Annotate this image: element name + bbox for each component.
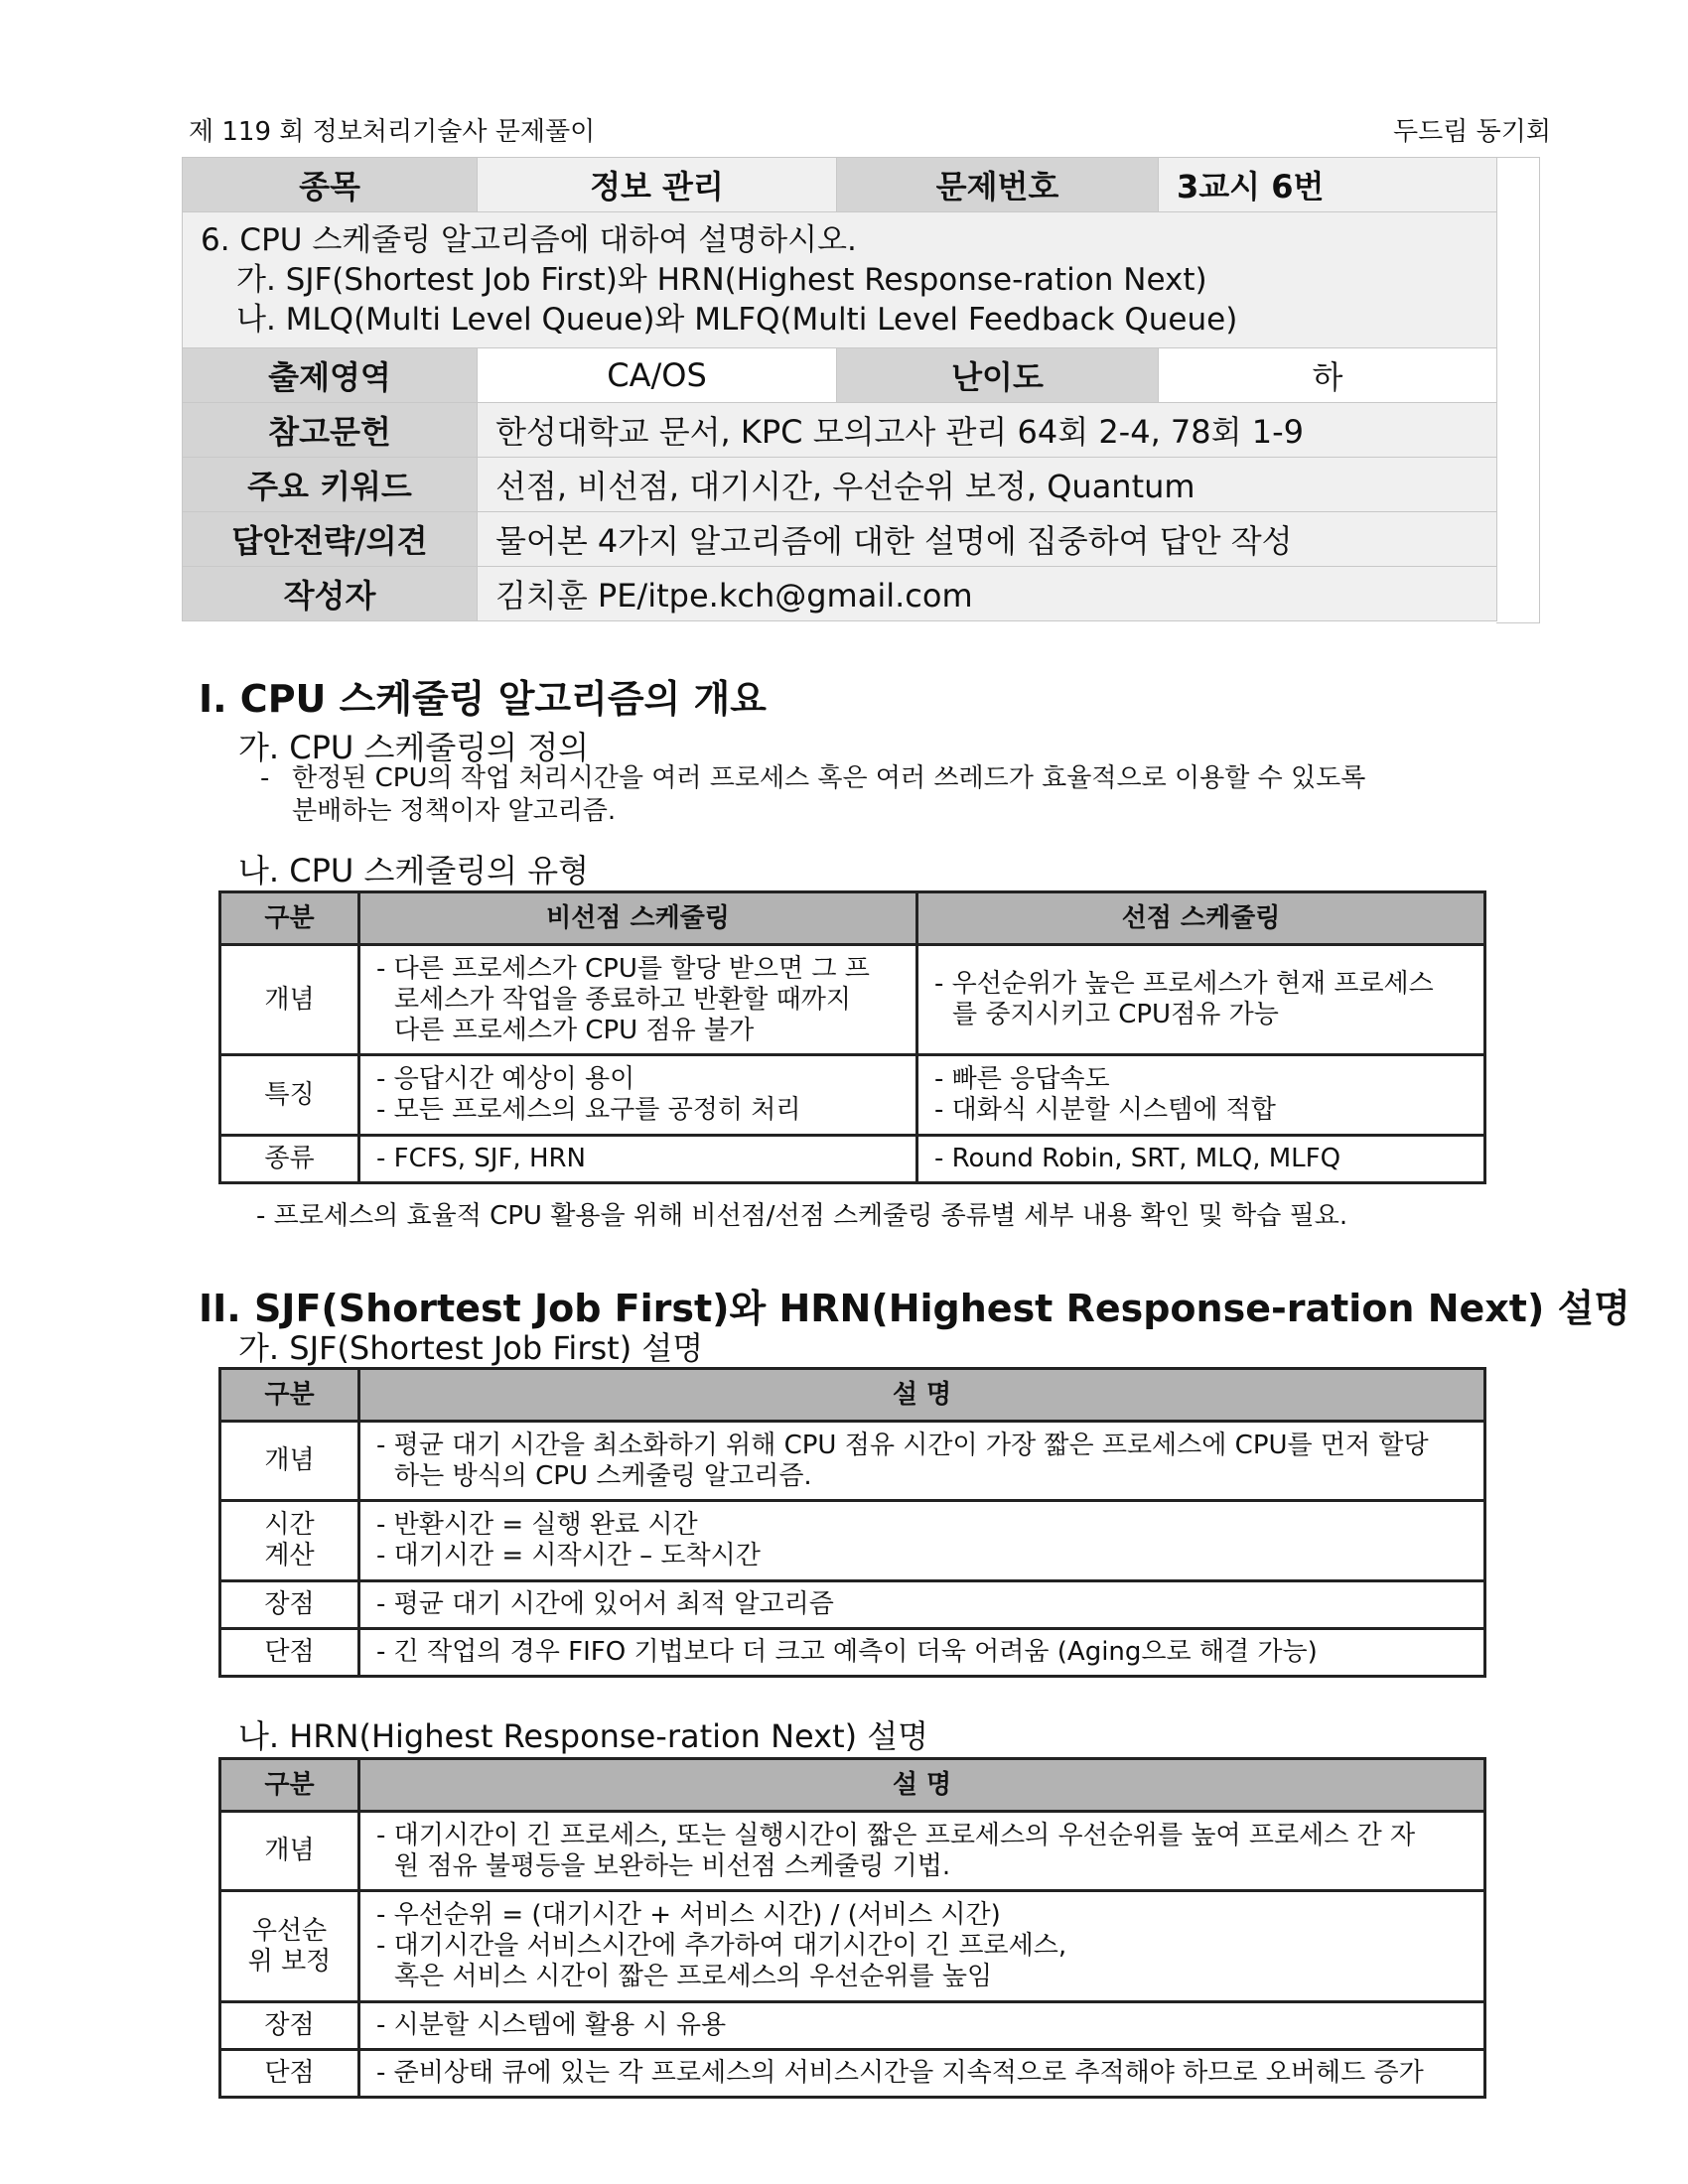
cell-line: - 반환시간 = 실행 완료 시간 bbox=[376, 1510, 698, 1540]
table-row bbox=[220, 2050, 1485, 2098]
table-row bbox=[220, 1501, 1485, 1581]
cell-line: - 긴 작업의 경우 FIFO 기법보다 더 크고 예측이 더욱 어려움 (Aging으로 해결 가능) bbox=[376, 1637, 1318, 1667]
reference-label: 참고문헌 bbox=[183, 403, 478, 458]
cell-line: - 대화식 시분할 시스템에 적합 bbox=[934, 1095, 1276, 1125]
question-line: 가. SJF(Shortest Job First)와 HRN(Highest Response-ration Next) bbox=[236, 262, 1207, 298]
table-row bbox=[220, 1629, 1485, 1677]
non-preemptive-cell bbox=[359, 945, 917, 1055]
cell-line: - 시분할 시스템에 활용 시 유용 bbox=[376, 2010, 727, 2040]
table-header: 구분 bbox=[220, 892, 359, 945]
description-cell bbox=[359, 1891, 1485, 2002]
non-preemptive-cell bbox=[359, 1136, 917, 1183]
cell-line: - 다른 프로세스가 CPU를 할당 받으면 그 프 bbox=[376, 953, 870, 984]
table-row bbox=[220, 1812, 1485, 1891]
table-header: 설 명 bbox=[359, 1369, 1485, 1422]
preemptive-cell bbox=[917, 1055, 1485, 1136]
meta-side-column bbox=[1496, 157, 1540, 623]
table-row bbox=[220, 1055, 1485, 1136]
preemptive-cell bbox=[917, 1136, 1485, 1183]
row-key-line: 시간 bbox=[264, 1510, 315, 1540]
row-key: 장점 bbox=[220, 1581, 359, 1629]
cell-line: - FCFS, SJF, HRN bbox=[376, 1144, 587, 1173]
author-value: 김치훈 PE/itpe.kch@gmail.com bbox=[478, 567, 1497, 621]
cell-line: - 우선순위가 높은 프로세스가 현재 프로세스 bbox=[934, 969, 1434, 999]
description-cell bbox=[359, 1422, 1485, 1501]
difficulty-label: 난이도 bbox=[837, 348, 1159, 403]
scheduling-type-table bbox=[218, 890, 1486, 1184]
row-key bbox=[220, 1501, 359, 1581]
cell-line: - 대기시간 = 시작시간 – 도착시간 bbox=[376, 1541, 761, 1570]
cell-line: - 응답시간 예상이 용이 bbox=[376, 1064, 635, 1094]
cell-line: - 우선순위 = (대기시간 + 서비스 시간) / (서비스 시간) bbox=[376, 1900, 1001, 1930]
table-row bbox=[220, 1136, 1485, 1183]
section-1-title: I. CPU 스케줄링 알고리즘의 개요 bbox=[199, 677, 767, 721]
section-2-sub-b: 나. HRN(Highest Response-ration Next) 설명 bbox=[238, 1717, 929, 1755]
cell-line: 를 중지시키고 CPU점유 가능 bbox=[952, 1000, 1279, 1029]
page-header bbox=[189, 111, 1551, 147]
row-key bbox=[220, 1891, 359, 2002]
row-key: 개념 bbox=[220, 1422, 359, 1501]
row-key: 종류 bbox=[220, 1136, 359, 1183]
row-key-line: 계산 bbox=[264, 1541, 315, 1570]
table-row bbox=[220, 1581, 1485, 1629]
definition-line: 한정된 CPU의 작업 처리시간을 여러 프로세스 혹은 여러 쓰레드가 효율적으로 이용할 수 있도록 bbox=[292, 763, 1366, 793]
description-cell bbox=[359, 1629, 1485, 1677]
row-key: 개념 bbox=[220, 1812, 359, 1891]
difficulty-value: 하 bbox=[1159, 348, 1497, 403]
description-cell bbox=[359, 2050, 1485, 2098]
subject-label: 종목 bbox=[183, 158, 478, 212]
cell-line: 원 점유 불평등을 보완하는 비선점 스케줄링 기법. bbox=[394, 1850, 951, 1881]
table-header: 구분 bbox=[220, 1369, 359, 1422]
description-cell bbox=[359, 1812, 1485, 1891]
table-header: 비선점 스케줄링 bbox=[359, 892, 917, 945]
sjf-table bbox=[218, 1367, 1486, 1678]
row-key: 개념 bbox=[220, 945, 359, 1055]
cell-line: - 빠른 응답속도 bbox=[934, 1064, 1110, 1094]
hrn-table bbox=[218, 1757, 1486, 2099]
row-key: 단점 bbox=[220, 1629, 359, 1677]
keywords-value: 선점, 비선점, 대기시간, 우선순위 보정, Quantum bbox=[478, 458, 1497, 512]
bullet-dash: - bbox=[260, 763, 270, 793]
table-row bbox=[220, 2002, 1485, 2050]
table-header: 구분 bbox=[220, 1759, 359, 1812]
cell-line: - Round Robin, SRT, MLQ, MLFQ bbox=[934, 1144, 1341, 1173]
table-row bbox=[220, 945, 1485, 1055]
table-row bbox=[220, 1891, 1485, 2002]
section-1-sub-b: 나. CPU 스케줄링의 유형 bbox=[238, 852, 590, 889]
question-line: 나. MLQ(Multi Level Queue)와 MLFQ(Multi Level Feedback Queue) bbox=[236, 302, 1238, 338]
table-header: 설 명 bbox=[359, 1759, 1485, 1812]
cell-line: 다른 프로세스가 CPU 점유 불가 bbox=[394, 1015, 755, 1045]
area-value: CA/OS bbox=[478, 348, 837, 403]
section-1-sub-a: 가. CPU 스케줄링의 정의 bbox=[238, 729, 590, 766]
table-row bbox=[220, 1422, 1485, 1501]
area-label: 출제영역 bbox=[183, 348, 478, 403]
section-1-note: - 프로세스의 효율적 CPU 활용을 위해 비선점/선점 스케줄링 종류별 세부 내용 확인 및 학습 필요. bbox=[256, 1201, 1348, 1231]
table-header: 선점 스케줄링 bbox=[917, 892, 1485, 945]
question-number-label: 문제번호 bbox=[837, 158, 1159, 212]
strategy-value: 물어본 4가지 알고리즘에 대한 설명에 집중하여 답안 작성 bbox=[478, 512, 1497, 567]
row-key: 단점 bbox=[220, 2050, 359, 2098]
cell-line: - 대기시간이 긴 프로세스, 또는 실행시간이 짧은 프로세스의 우선순위를 높여 프로세스 간 자 bbox=[376, 1820, 1416, 1850]
cell-line: 로세스가 작업을 종료하고 반환할 때까지 bbox=[394, 984, 852, 1015]
description-cell bbox=[359, 1501, 1485, 1581]
description-cell bbox=[359, 1581, 1485, 1629]
cell-line: 하는 방식의 CPU 스케줄링 알고리즘. bbox=[394, 1460, 812, 1491]
subject-value: 정보 관리 bbox=[478, 158, 837, 212]
row-key: 특징 bbox=[220, 1055, 359, 1136]
cell-line: - 대기시간을 서비스시간에 추가하여 대기시간이 긴 프로세스, bbox=[376, 1931, 1067, 1961]
reference-value: 한성대학교 문서, KPC 모의고사 관리 64회 2-4, 78회 1-9 bbox=[478, 403, 1497, 458]
cell-line: 혹은 서비스 시간이 짧은 프로세스의 우선순위를 높임 bbox=[394, 1962, 993, 1991]
row-key-line: 위 보정 bbox=[247, 1946, 332, 1977]
header-title: 제 119 회 정보처리기술사 문제풀이 bbox=[189, 117, 596, 147]
section-2-title: II. SJF(Shortest Job First)와 HRN(Highest Response-ration Next) 설명 bbox=[199, 1287, 1630, 1330]
author-label: 작성자 bbox=[183, 567, 478, 621]
question-meta-table bbox=[182, 157, 1540, 623]
definition-line: 분배하는 정책이자 알고리즘. bbox=[292, 796, 617, 826]
cell-line: - 모든 프로세스의 요구를 공정히 처리 bbox=[376, 1095, 801, 1125]
preemptive-cell bbox=[917, 945, 1485, 1055]
strategy-label: 답안전략/의견 bbox=[183, 512, 478, 567]
row-key: 장점 bbox=[220, 2002, 359, 2050]
section-2-sub-a: 가. SJF(Shortest Job First) 설명 bbox=[238, 1329, 704, 1367]
description-cell bbox=[359, 2002, 1485, 2050]
cell-line: - 준비상태 큐에 있는 각 프로세스의 서비스시간을 지속적으로 추적해야 하므로 오버헤드 증가 bbox=[376, 2058, 1424, 2088]
keywords-label: 주요 키워드 bbox=[183, 458, 478, 512]
question-line: 6. CPU 스케줄링 알고리즘에 대하여 설명하시오. bbox=[201, 222, 857, 258]
row-key-line: 우선순 bbox=[251, 1915, 328, 1946]
non-preemptive-cell bbox=[359, 1055, 917, 1136]
question-text bbox=[183, 212, 1497, 348]
question-number-value: 3교시 6번 bbox=[1159, 158, 1497, 212]
header-group: 두드림 동기회 bbox=[1393, 117, 1551, 147]
cell-line: - 평균 대기 시간에 있어서 최적 알고리즘 bbox=[376, 1589, 834, 1619]
cell-line: - 평균 대기 시간을 최소화하기 위해 CPU 점유 시간이 가장 짧은 프로세스에 CPU를 먼저 할당 bbox=[376, 1430, 1429, 1460]
